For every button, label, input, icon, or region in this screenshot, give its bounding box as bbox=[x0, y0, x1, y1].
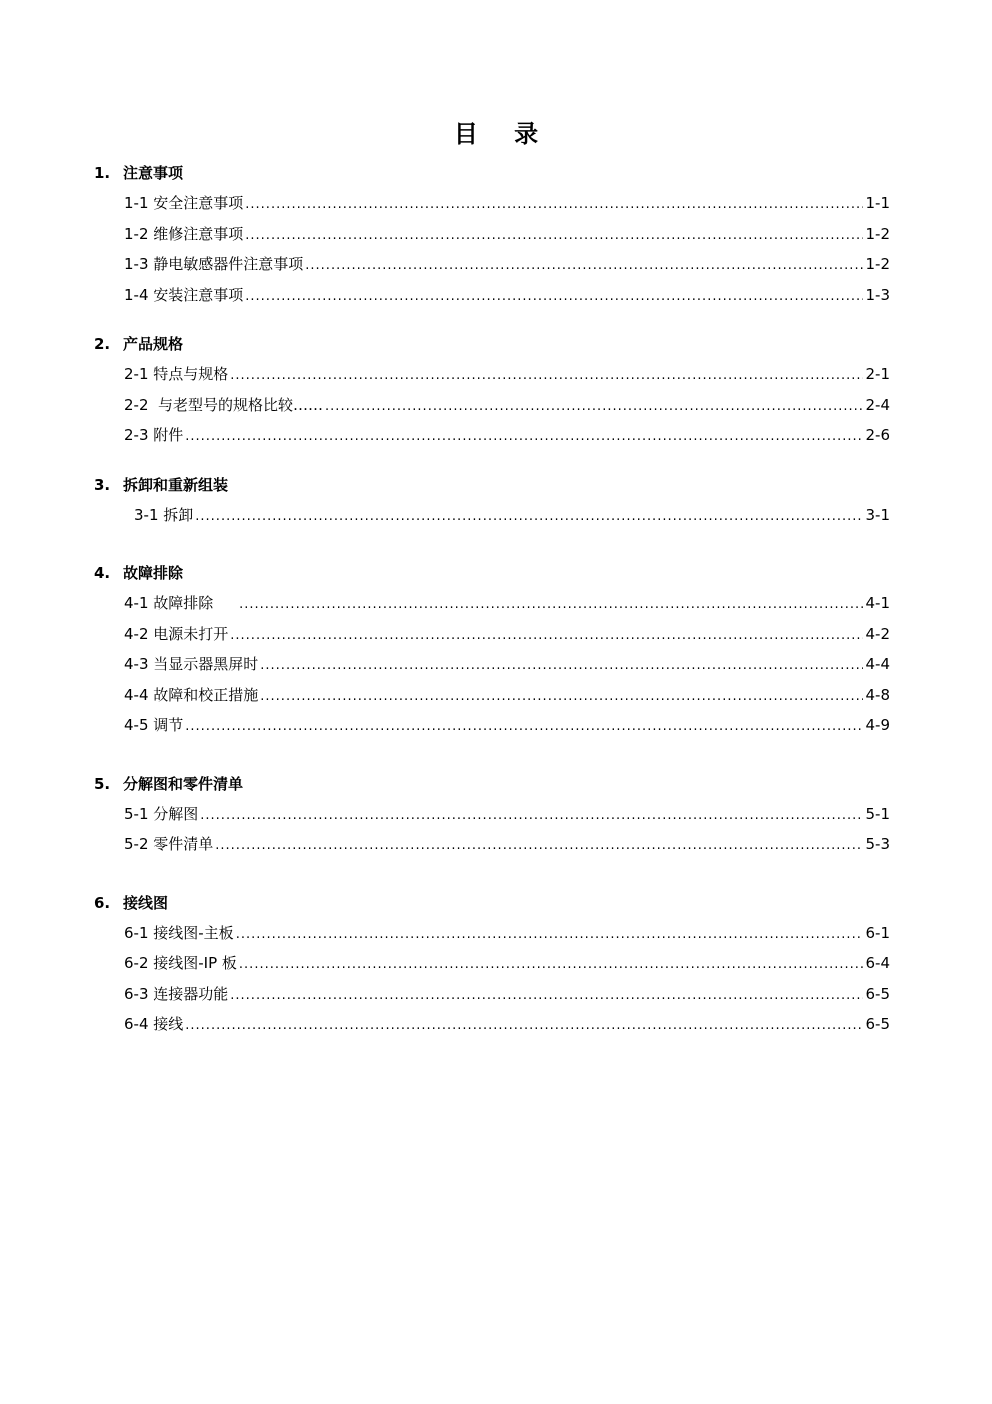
section-heading bbox=[94, 558, 890, 588]
toc-entry[interactable] bbox=[94, 948, 890, 979]
entry-page-number: 4-8 bbox=[865, 685, 890, 704]
dot-leader bbox=[260, 682, 862, 713]
entry-page-number: 5-3 bbox=[865, 835, 890, 853]
toc-section-5 bbox=[94, 769, 890, 860]
entry-label: 3-1 拆卸 bbox=[134, 505, 194, 524]
entry-label: 4-4 故障和校正措施 bbox=[124, 685, 259, 704]
section-title: 拆卸和重新组装 bbox=[123, 475, 229, 494]
entry-page-number: 6-5 bbox=[865, 1015, 890, 1033]
dot-leader bbox=[245, 190, 862, 221]
entry-page-number: 2-4 bbox=[865, 395, 890, 414]
section-entries bbox=[94, 588, 890, 741]
entry-page-number: 4-4 bbox=[865, 655, 890, 673]
dot-leader bbox=[215, 831, 862, 862]
dot-leader bbox=[245, 282, 862, 313]
section-heading bbox=[94, 888, 890, 918]
toc-section-4 bbox=[94, 558, 890, 741]
dot-leader bbox=[200, 801, 862, 832]
dot-leader bbox=[239, 590, 862, 621]
section-entries bbox=[94, 500, 890, 531]
toc-entry[interactable] bbox=[94, 829, 890, 860]
toc-entry[interactable] bbox=[94, 799, 890, 830]
section-number: 1. bbox=[94, 164, 111, 182]
entry-page-number: 6-1 bbox=[865, 923, 890, 942]
entry-label: 1-4 安装注意事项 bbox=[124, 285, 244, 304]
section-number: 5. bbox=[94, 774, 111, 793]
entry-page-number: 2-1 bbox=[865, 365, 890, 383]
toc-section-2 bbox=[94, 329, 890, 451]
dot-leader bbox=[230, 361, 862, 392]
section-title: 接线图 bbox=[123, 893, 169, 912]
page-title: 目 录 bbox=[453, 120, 553, 148]
section-heading bbox=[94, 769, 890, 799]
entry-label: 5-2 零件清单 bbox=[124, 835, 214, 853]
entry-page-number: 2-6 bbox=[865, 426, 890, 444]
entry-page-number: 4-1 bbox=[865, 594, 890, 612]
entry-label: 1-3 静电敏感器件注意事项 bbox=[124, 255, 304, 273]
section-title: 故障排除 bbox=[123, 564, 184, 582]
dot-leader bbox=[305, 251, 862, 282]
entry-page-number: 4-9 bbox=[865, 716, 890, 734]
dot-leader bbox=[230, 621, 862, 652]
toc-entry[interactable] bbox=[94, 219, 890, 250]
entry-label: 6-1 接线图-主板 bbox=[124, 923, 234, 942]
toc-section-6 bbox=[94, 888, 890, 1040]
dot-leader bbox=[260, 651, 862, 682]
entry-page-number: 1-2 bbox=[865, 224, 890, 243]
entry-label: 6-4 接线 bbox=[124, 1015, 184, 1033]
section-entries bbox=[94, 188, 890, 310]
section-entries bbox=[94, 359, 890, 451]
section-number: 3. bbox=[94, 475, 111, 494]
toc-entry[interactable] bbox=[94, 619, 890, 650]
toc-entry[interactable] bbox=[94, 188, 890, 219]
entry-page-number: 6-4 bbox=[865, 954, 890, 972]
toc-section-3 bbox=[94, 470, 890, 531]
section-heading bbox=[94, 470, 890, 500]
toc-entry[interactable] bbox=[94, 710, 890, 741]
entry-label: 6-3 连接器功能 bbox=[124, 984, 229, 1003]
section-heading bbox=[94, 158, 890, 188]
entry-label: 4-5 调节 bbox=[124, 716, 184, 734]
dot-leader bbox=[230, 981, 862, 1012]
section-entries bbox=[94, 918, 890, 1040]
section-title: 分解图和零件清单 bbox=[123, 774, 244, 793]
toc-entry[interactable] bbox=[94, 500, 890, 531]
toc-entry[interactable] bbox=[94, 680, 890, 711]
toc-entry[interactable] bbox=[94, 390, 890, 421]
entry-page-number: 1-1 bbox=[865, 194, 890, 212]
entry-page-number: 6-5 bbox=[865, 984, 890, 1003]
entry-label: 6-2 接线图-IP 板 bbox=[124, 954, 237, 972]
section-entries bbox=[94, 799, 890, 860]
entry-label: 2-1 特点与规格 bbox=[124, 365, 229, 383]
dot-leader bbox=[185, 422, 862, 453]
toc-section-1 bbox=[94, 158, 890, 310]
section-heading bbox=[94, 329, 890, 359]
toc-entry[interactable] bbox=[94, 249, 890, 280]
toc-entry[interactable] bbox=[94, 420, 890, 451]
entry-page-number: 4-2 bbox=[865, 624, 890, 643]
section-number: 4. bbox=[94, 564, 111, 582]
section-number: 6. bbox=[94, 893, 111, 912]
dot-leader bbox=[245, 221, 862, 252]
entry-label: 4-3 当显示器黑屏时 bbox=[124, 655, 259, 673]
toc-entry[interactable] bbox=[94, 1009, 890, 1040]
entry-label: 1-2 维修注意事项 bbox=[124, 224, 244, 243]
entry-page-number: 3-1 bbox=[865, 505, 890, 524]
toc-entry[interactable] bbox=[94, 649, 890, 680]
entry-label: 2-3 附件 bbox=[124, 426, 184, 444]
toc-entry[interactable] bbox=[94, 918, 890, 949]
toc-entry[interactable] bbox=[94, 979, 890, 1010]
entry-label: 1-1 安全注意事项 bbox=[124, 194, 244, 212]
dot-leader bbox=[236, 920, 863, 951]
toc-entry[interactable] bbox=[94, 359, 890, 390]
toc-entry[interactable] bbox=[94, 588, 890, 619]
entry-page-number: 1-3 bbox=[865, 285, 890, 304]
dot-leader bbox=[185, 1011, 862, 1042]
table-of-contents bbox=[94, 158, 890, 1040]
entry-label: 4-2 电源未打开 bbox=[124, 624, 229, 643]
dot-leader bbox=[185, 712, 862, 743]
dot-leader bbox=[195, 502, 862, 533]
section-title: 注意事项 bbox=[123, 164, 184, 182]
dot-leader bbox=[239, 950, 863, 981]
entry-page-number: 1-2 bbox=[865, 255, 890, 273]
toc-entry[interactable] bbox=[94, 280, 890, 311]
entry-label: 4-1 故障排除 bbox=[124, 594, 238, 612]
dot-leader bbox=[325, 392, 862, 423]
entry-page-number: 5-1 bbox=[865, 804, 890, 823]
entry-label: 2-2 与老型号的规格比较…… bbox=[124, 395, 324, 414]
section-number: 2. bbox=[94, 335, 111, 353]
entry-label: 5-1 分解图 bbox=[124, 804, 199, 823]
section-title: 产品规格 bbox=[123, 335, 184, 353]
